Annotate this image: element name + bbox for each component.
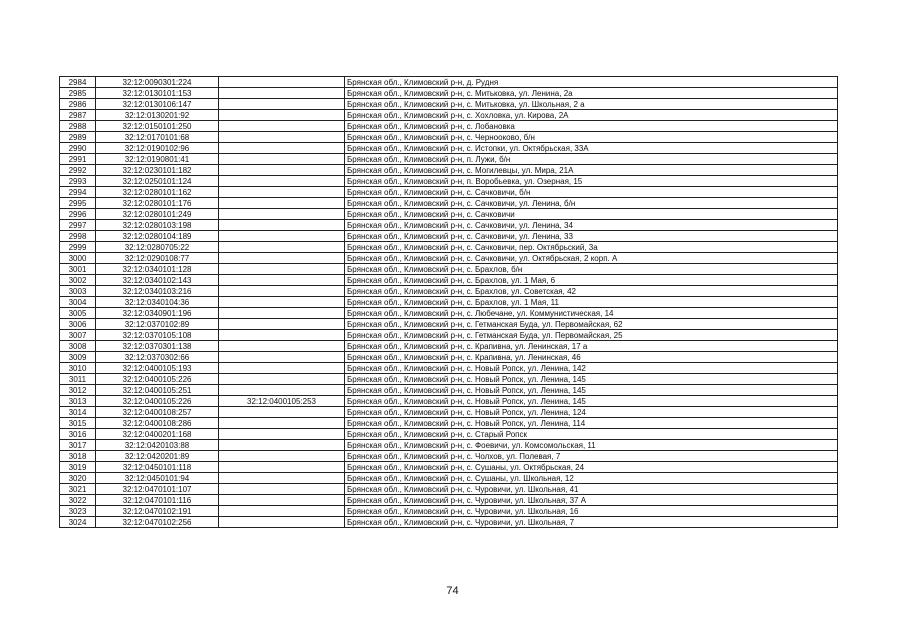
related-cadastral-number-cell	[219, 374, 345, 385]
related-cadastral-number-cell	[219, 440, 345, 451]
row-number-cell: 2993	[60, 176, 96, 187]
table-row	[60, 264, 838, 275]
related-cadastral-number-cell	[219, 275, 345, 286]
table-row	[60, 132, 838, 143]
address-cell: Брянская обл., Климовский р-н, п. Лужи, б/н	[345, 154, 838, 165]
table-row	[60, 363, 838, 374]
related-cadastral-number-cell	[219, 286, 345, 297]
table-row	[60, 88, 838, 99]
related-cadastral-number-cell	[219, 407, 345, 418]
table-row	[60, 319, 838, 330]
cadastral-number-cell: 32:12:0470101:107	[96, 484, 219, 495]
cadastral-number-cell: 32:12:0400108:286	[96, 418, 219, 429]
address-cell: Брянская обл., Климовский р-н, с. Новый Ропск, ул. Ленина, 145	[345, 385, 838, 396]
address-cell: Брянская обл., Климовский р-н, с. Чуровичи, ул. Школьная, 41	[345, 484, 838, 495]
cadastral-number-cell: 32:12:0420201:89	[96, 451, 219, 462]
related-cadastral-number-cell	[219, 330, 345, 341]
address-cell: Брянская обл., Климовский р-н, с. Сачковичи, ул. Октябрьская, 2 корп. А	[345, 253, 838, 264]
row-number-cell: 3020	[60, 473, 96, 484]
related-cadastral-number-cell	[219, 154, 345, 165]
table-row	[60, 242, 838, 253]
address-cell: Брянская обл., Климовский р-н, с. Сачковичи	[345, 209, 838, 220]
address-cell: Брянская обл., Климовский р-н, с. Брахлов, б/н	[345, 264, 838, 275]
row-number-cell: 2992	[60, 165, 96, 176]
table-row	[60, 198, 838, 209]
related-cadastral-number-cell	[219, 242, 345, 253]
related-cadastral-number-cell	[219, 484, 345, 495]
related-cadastral-number-cell	[219, 253, 345, 264]
row-number-cell: 3002	[60, 275, 96, 286]
cadastral-number-cell: 32:12:0130106:147	[96, 99, 219, 110]
cadastral-number-cell: 32:12:0340101:128	[96, 264, 219, 275]
row-number-cell: 3005	[60, 308, 96, 319]
row-number-cell: 3019	[60, 462, 96, 473]
related-cadastral-number-cell	[219, 121, 345, 132]
page-number: 74	[446, 585, 459, 597]
row-number-cell: 2988	[60, 121, 96, 132]
row-number-cell: 2998	[60, 231, 96, 242]
table-row	[60, 209, 838, 220]
address-cell: Брянская обл., Климовский р-н, с. Лобановка	[345, 121, 838, 132]
table-row	[60, 231, 838, 242]
related-cadastral-number-cell	[219, 99, 345, 110]
table-row	[60, 187, 838, 198]
related-cadastral-number-cell	[219, 110, 345, 121]
address-cell: Брянская обл., Климовский р-н, с. Чуровичи, ул. Школьная, 37 А	[345, 495, 838, 506]
related-cadastral-number-cell	[219, 165, 345, 176]
related-cadastral-number-cell	[219, 319, 345, 330]
address-cell: Брянская обл., Климовский р-н, с. Могилевцы, ул. Мира, 21А	[345, 165, 838, 176]
cadastral-number-cell: 32:12:0420103:88	[96, 440, 219, 451]
table-row	[60, 484, 838, 495]
table-row	[60, 110, 838, 121]
address-cell: Брянская обл., Климовский р-н, с. Новый Ропск, ул. Ленина, 145	[345, 374, 838, 385]
related-cadastral-number-cell	[219, 143, 345, 154]
address-cell: Брянская обл., Климовский р-н, п. Воробьевка, ул. Озерная, 15	[345, 176, 838, 187]
table-row	[60, 99, 838, 110]
related-cadastral-number-cell	[219, 451, 345, 462]
table-row	[60, 517, 838, 528]
row-number-cell: 3007	[60, 330, 96, 341]
row-number-cell: 2994	[60, 187, 96, 198]
address-cell: Брянская обл., Климовский р-н, д. Рудня	[345, 77, 838, 88]
table-row	[60, 275, 838, 286]
address-cell: Брянская обл., Климовский р-н, с. Старый Ропск	[345, 429, 838, 440]
address-cell: Брянская обл., Климовский р-н, с. Чернооково, б/н	[345, 132, 838, 143]
related-cadastral-number-cell	[219, 363, 345, 374]
address-cell: Брянская обл., Климовский р-н, с. Гетманская Буда, ул. Первомайская, 25	[345, 330, 838, 341]
row-number-cell: 3009	[60, 352, 96, 363]
related-cadastral-number-cell	[219, 187, 345, 198]
related-cadastral-number-cell	[219, 385, 345, 396]
address-cell: Брянская обл., Климовский р-н, с. Истопки, ул. Октябрьская, 33А	[345, 143, 838, 154]
related-cadastral-number-cell	[219, 176, 345, 187]
row-number-cell: 3004	[60, 297, 96, 308]
cadastral-number-cell: 32:12:0470101:116	[96, 495, 219, 506]
table-row	[60, 429, 838, 440]
related-cadastral-number-cell	[219, 209, 345, 220]
row-number-cell: 2989	[60, 132, 96, 143]
related-cadastral-number-cell	[219, 462, 345, 473]
table-row	[60, 462, 838, 473]
related-cadastral-number-cell	[219, 473, 345, 484]
row-number-cell: 2999	[60, 242, 96, 253]
row-number-cell: 3011	[60, 374, 96, 385]
cadastral-number-cell: 32:12:0470102:256	[96, 517, 219, 528]
table-row	[60, 352, 838, 363]
cadastral-number-cell: 32:12:0280103:198	[96, 220, 219, 231]
address-cell: Брянская обл., Климовский р-н, с. Сачковичи, б/н	[345, 187, 838, 198]
cadastral-number-cell: 32:12:0290108:77	[96, 253, 219, 264]
cadastral-number-cell: 32:12:0170101:68	[96, 132, 219, 143]
cadastral-number-cell: 32:12:0090301:224	[96, 77, 219, 88]
address-cell: Брянская обл., Климовский р-н, с. Митьковка, ул. Школьная, 2 а	[345, 99, 838, 110]
table-row	[60, 440, 838, 451]
cadastral-number-cell: 32:12:0340102:143	[96, 275, 219, 286]
row-number-cell: 3022	[60, 495, 96, 506]
row-number-cell: 3008	[60, 341, 96, 352]
related-cadastral-number-cell	[219, 418, 345, 429]
address-cell: Брянская обл., Климовский р-н, с. Чуровичи, ул. Школьная, 16	[345, 506, 838, 517]
cadastral-number-cell: 32:12:0280101:162	[96, 187, 219, 198]
row-number-cell: 3018	[60, 451, 96, 462]
cadastral-number-cell: 32:12:0370302:66	[96, 352, 219, 363]
table-row	[60, 506, 838, 517]
cadastral-number-cell: 32:12:0340103:216	[96, 286, 219, 297]
related-cadastral-number-cell	[219, 352, 345, 363]
row-number-cell: 3000	[60, 253, 96, 264]
row-number-cell: 2991	[60, 154, 96, 165]
table-row	[60, 451, 838, 462]
table-row	[60, 121, 838, 132]
cadastral-number-cell: 32:12:0450101:94	[96, 473, 219, 484]
address-cell: Брянская обл., Климовский р-н, с. Сушаны, ул. Октябрьская, 24	[345, 462, 838, 473]
related-cadastral-number-cell	[219, 264, 345, 275]
address-cell: Брянская обл., Климовский р-н, с. Гетманская Буда, ул. Первомайская, 62	[345, 319, 838, 330]
table-row	[60, 143, 838, 154]
cadastral-number-cell: 32:12:0370105:108	[96, 330, 219, 341]
address-cell: Брянская обл., Климовский р-н, с. Любечане, ул. Коммунистическая, 14	[345, 308, 838, 319]
address-cell: Брянская обл., Климовский р-н, с. Сачковичи, ул. Ленина, 34	[345, 220, 838, 231]
address-cell: Брянская обл., Климовский р-н, с. Новый Ропск, ул. Ленина, 124	[345, 407, 838, 418]
table-row	[60, 297, 838, 308]
address-cell: Брянская обл., Климовский р-н, с. Брахлов, ул. 1 Мая, 11	[345, 297, 838, 308]
table-row	[60, 286, 838, 297]
table-row	[60, 495, 838, 506]
cadastral-number-cell: 32:12:0370301:138	[96, 341, 219, 352]
related-cadastral-number-cell	[219, 231, 345, 242]
row-number-cell: 2997	[60, 220, 96, 231]
row-number-cell: 2996	[60, 209, 96, 220]
cadastral-number-cell: 32:12:0400108:257	[96, 407, 219, 418]
row-number-cell: 2984	[60, 77, 96, 88]
cadastral-number-cell: 32:12:0340104:36	[96, 297, 219, 308]
row-number-cell: 3006	[60, 319, 96, 330]
row-number-cell: 3014	[60, 407, 96, 418]
cadastral-number-cell: 32:12:0400105:251	[96, 385, 219, 396]
cadastral-number-cell: 32:12:0400105:226	[96, 374, 219, 385]
row-number-cell: 3024	[60, 517, 96, 528]
related-cadastral-number-cell	[219, 132, 345, 143]
row-number-cell: 2990	[60, 143, 96, 154]
cadastral-number-cell: 32:12:0450101:118	[96, 462, 219, 473]
address-cell: Брянская обл., Климовский р-н, с. Крапивна, ул. Ленинская, 46	[345, 352, 838, 363]
related-cadastral-number-cell	[219, 297, 345, 308]
address-cell: Брянская обл., Климовский р-н, с. Сачковичи, пер. Октябрьский, 3а	[345, 242, 838, 253]
cadastral-number-cell: 32:12:0250101:124	[96, 176, 219, 187]
row-number-cell: 3001	[60, 264, 96, 275]
related-cadastral-number-cell	[219, 517, 345, 528]
register-table-body	[60, 77, 838, 528]
address-cell: Брянская обл., Климовский р-н, с. Новый Ропск, ул. Ленина, 142	[345, 363, 838, 374]
address-cell: Брянская обл., Климовский р-н, с. Чуровичи, ул. Школьная, 7	[345, 517, 838, 528]
address-cell: Брянская обл., Климовский р-н, с. Сачковичи, ул. Ленина, 33	[345, 231, 838, 242]
related-cadastral-number-cell	[219, 198, 345, 209]
cadastral-number-cell: 32:12:0400105:226	[96, 396, 219, 407]
table-row	[60, 407, 838, 418]
address-cell: Брянская обл., Климовский р-н, с. Хохловка, ул. Кирова, 2А	[345, 110, 838, 121]
cadastral-number-cell: 32:12:0340901:196	[96, 308, 219, 319]
related-cadastral-number-cell	[219, 77, 345, 88]
table-row	[60, 330, 838, 341]
cadastral-number-cell: 32:12:0190801:41	[96, 154, 219, 165]
property-register-table	[59, 76, 838, 528]
table-row	[60, 473, 838, 484]
row-number-cell: 3015	[60, 418, 96, 429]
row-number-cell: 3003	[60, 286, 96, 297]
related-cadastral-number-cell	[219, 308, 345, 319]
related-cadastral-number-cell	[219, 506, 345, 517]
related-cadastral-number-cell	[219, 429, 345, 440]
cadastral-number-cell: 32:12:0280705:22	[96, 242, 219, 253]
cadastral-number-cell: 32:12:0130201:92	[96, 110, 219, 121]
row-number-cell: 2985	[60, 88, 96, 99]
related-cadastral-number-cell	[219, 220, 345, 231]
related-cadastral-number-cell: 32:12:0400105:253	[219, 396, 345, 407]
table-row	[60, 341, 838, 352]
row-number-cell: 2987	[60, 110, 96, 121]
cadastral-number-cell: 32:12:0400201:168	[96, 429, 219, 440]
row-number-cell: 2995	[60, 198, 96, 209]
table-row	[60, 396, 838, 407]
table-row	[60, 374, 838, 385]
cadastral-number-cell: 32:12:0400105:193	[96, 363, 219, 374]
row-number-cell: 3017	[60, 440, 96, 451]
row-number-cell: 3010	[60, 363, 96, 374]
cadastral-number-cell: 32:12:0230101:182	[96, 165, 219, 176]
related-cadastral-number-cell	[219, 495, 345, 506]
address-cell: Брянская обл., Климовский р-н, с. Брахлов, ул. Советская, 42	[345, 286, 838, 297]
address-cell: Брянская обл., Климовский р-н, с. Митьковка, ул. Ленина, 2а	[345, 88, 838, 99]
related-cadastral-number-cell	[219, 341, 345, 352]
cadastral-number-cell: 32:12:0280104:189	[96, 231, 219, 242]
table-row	[60, 176, 838, 187]
address-cell: Брянская обл., Климовский р-н, с. Брахлов, ул. 1 Мая, 6	[345, 275, 838, 286]
table-row	[60, 77, 838, 88]
address-cell: Брянская обл., Климовский р-н, с. Сушаны, ул. Школьная, 12	[345, 473, 838, 484]
table-row	[60, 220, 838, 231]
table-row	[60, 308, 838, 319]
address-cell: Брянская обл., Климовский р-н, с. Крапивна, ул. Ленинская, 17 а	[345, 341, 838, 352]
cadastral-number-cell: 32:12:0370102:89	[96, 319, 219, 330]
address-cell: Брянская обл., Климовский р-н, с. Чолхов, ул. Полевая, 7	[345, 451, 838, 462]
address-cell: Брянская обл., Климовский р-н, с. Сачковичи, ул. Ленина, б/н	[345, 198, 838, 209]
row-number-cell: 2986	[60, 99, 96, 110]
row-number-cell: 3023	[60, 506, 96, 517]
row-number-cell: 3013	[60, 396, 96, 407]
table-row	[60, 154, 838, 165]
cadastral-number-cell: 32:12:0470102:191	[96, 506, 219, 517]
cadastral-number-cell: 32:12:0150101:250	[96, 121, 219, 132]
row-number-cell: 3012	[60, 385, 96, 396]
table-row	[60, 385, 838, 396]
address-cell: Брянская обл., Климовский р-н, с. Новый Ропск, ул. Ленина, 114	[345, 418, 838, 429]
cadastral-number-cell: 32:12:0280101:176	[96, 198, 219, 209]
cadastral-number-cell: 32:12:0190102:96	[96, 143, 219, 154]
cadastral-number-cell: 32:12:0130101:153	[96, 88, 219, 99]
row-number-cell: 3021	[60, 484, 96, 495]
table-row	[60, 165, 838, 176]
table-row	[60, 253, 838, 264]
address-cell: Брянская обл., Климовский р-н, с. Фоевичи, ул. Комсомольская, 11	[345, 440, 838, 451]
cadastral-number-cell: 32:12:0280101:249	[96, 209, 219, 220]
related-cadastral-number-cell	[219, 88, 345, 99]
address-cell: Брянская обл., Климовский р-н, с. Новый Ропск, ул. Ленина, 145	[345, 396, 838, 407]
row-number-cell: 3016	[60, 429, 96, 440]
table-row	[60, 418, 838, 429]
